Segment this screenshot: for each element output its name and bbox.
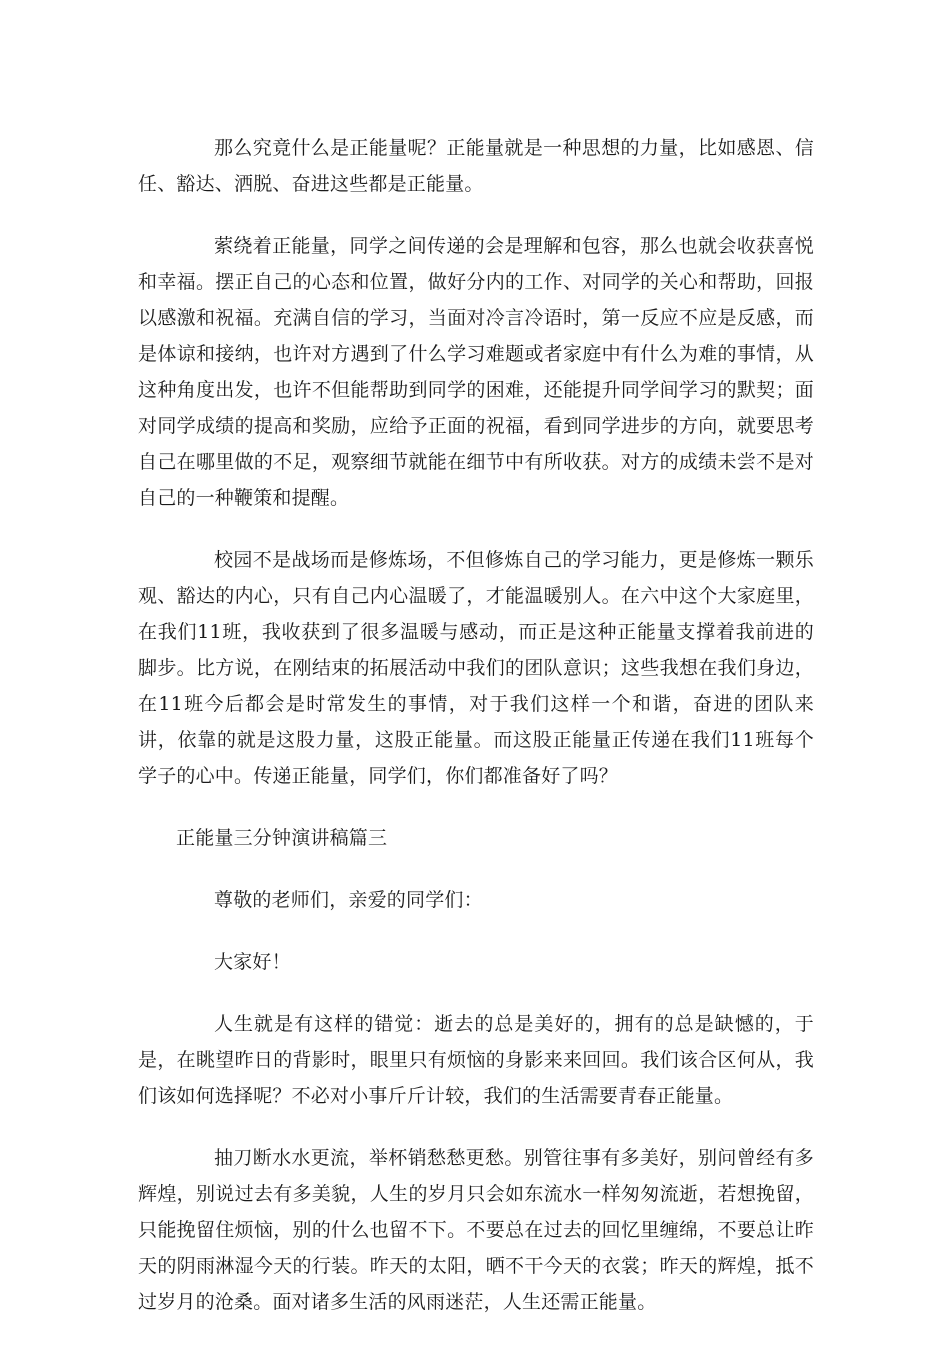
paragraph-classmates: 萦绕着正能量，同学之间传递的会是理解和包容，那么也就会收获喜悦和幸福。摆正自己的心态和位置，做好分内的工作、对同学的关心和帮助，回报以感激和祝福。充满自信的学习，当面对冷言冷语时，第一反应不应是反感，而是体谅和接纳，也许对方遇到了什么学习难题或者家庭中有什么为难的事情，从这种角度出发，也许不但能帮助到同学的困难，还能提升同学间学习的默契；面对同学成绩的提高和奖励，应给予正面的祝福，看到同学进步的方向，就要思考自己在哪里做的不足，观察细节就能在细节中有所收获。对方的成绩未尝不是对自己的一种鞭策和提醒。 <box>138 235 814 509</box>
salutation: 尊敬的老师们，亲爱的同学们： <box>214 889 483 911</box>
section-heading: 正能量三分钟演讲稿篇三 <box>176 827 388 849</box>
paragraph-positive-energy-definition: 那么究竟什么是正能量呢？正能量就是一种思想的力量，比如感恩、信任、豁达、洒脱、奋进这些都是正能量。 <box>138 137 814 195</box>
document-body <box>138 130 814 1346</box>
paragraph-life-illusion: 人生就是有这样的错觉：逝去的总是美好的，拥有的总是缺憾的，于是，在眺望昨日的背影时，眼里只有烦恼的身影来来回回。我们该合区何从，我们该如何选择呢？不必对小事斤斤计较，我们的生活需要青春正能量。 <box>138 1013 814 1107</box>
paragraph-past-memories: 抽刀断水水更流，举杯销愁愁更愁。别管往事有多美好，别问曾经有多辉煌，别说过去有多美貌，人生的岁月只会如东流水一样匆匆流逝，若想挽留，只能挽留住烦恼，别的什么也留不下。不要总在过去的回忆里缠绵，不要总让昨天的阴雨淋湿今天的行装。昨天的太阳，晒不干今天的衣裳；昨天的辉煌，抵不过岁月的沧桑。面对诸多生活的风雨迷茫，人生还需正能量。 <box>138 1147 814 1313</box>
greeting: 大家好！ <box>214 951 291 973</box>
paragraph-campus: 校园不是战场而是修炼场，不但修炼自己的学习能力，更是修炼一颗乐观、豁达的内心，只有自己内心温暖了，才能温暖别人。在六中这个大家庭里，在我们11班，我收获到了很多温暖与感动，而正是这种正能量支撑着我前进的脚步。比方说，在刚结束的拓展活动中我们的团队意识；这些我想在我们身边，在11班今后都会是时常发生的事情，对于我们这样一个和谐，奋进的团队来讲，依靠的就是这股力量，这股正能量。而这股正能量正传递在我们11班每个学子的心中。传递正能量，同学们，你们都准备好了吗？ <box>138 549 814 787</box>
